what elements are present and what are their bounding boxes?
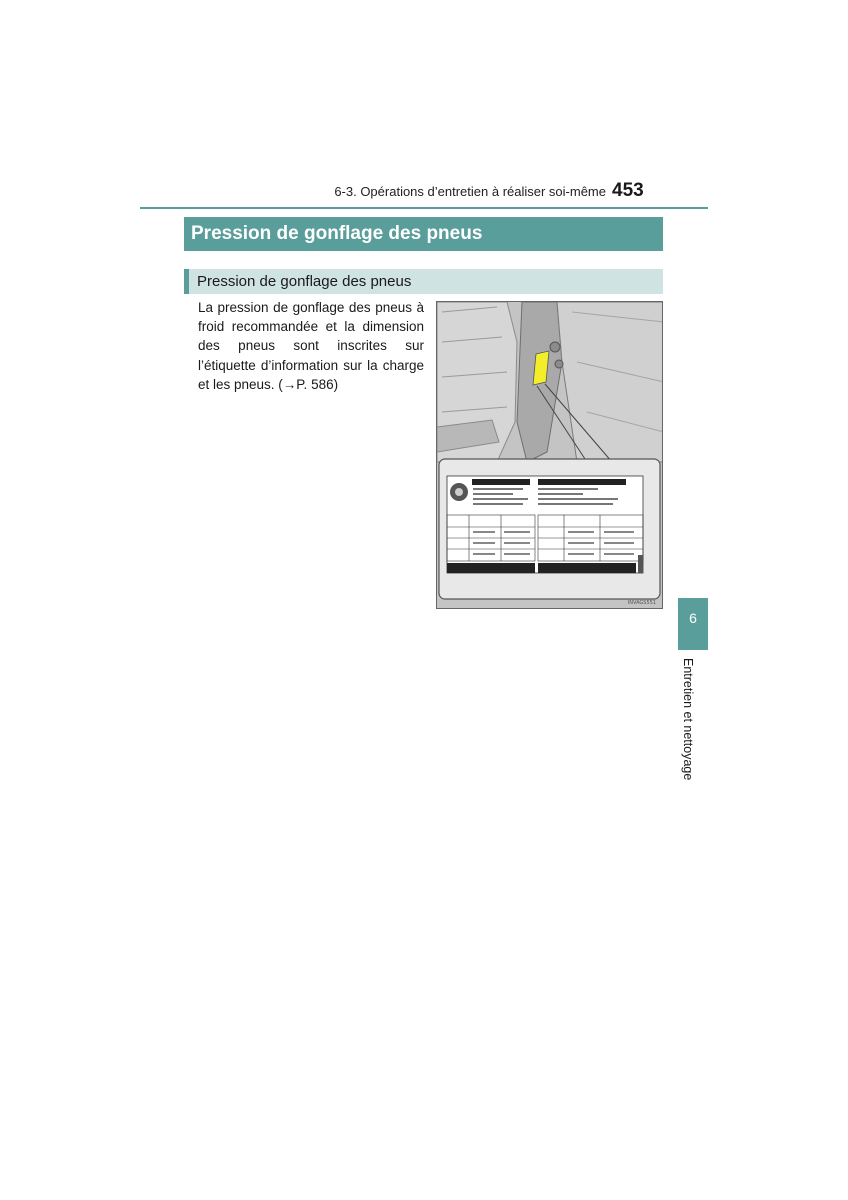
page-number: 453 bbox=[612, 180, 644, 201]
chapter-tab-label: Entretien et nettoyage bbox=[681, 658, 695, 781]
header-rule bbox=[140, 207, 708, 209]
highlighted-label-icon bbox=[533, 351, 549, 385]
door-label-figure bbox=[436, 301, 663, 609]
subsection-title: Pression de gonflage des pneus bbox=[184, 269, 663, 294]
chapter-tab-number[interactable]: 6 bbox=[678, 598, 708, 650]
door-pillar-illustration bbox=[437, 302, 663, 609]
body-paragraph: La pression de gonflage des pneus à froid recommandée et la dimension des pneus sont inscrites sur l’étiquette d’information sur la charge et les pneus. (→P. 586) bbox=[198, 300, 424, 392]
section-title: Pression de gonflage des pneus bbox=[184, 217, 663, 251]
running-header-section: 6-3. Opérations d’entretien à réaliser soi-même bbox=[334, 184, 606, 199]
figure-code: INVAGS551 bbox=[627, 600, 656, 606]
subsection-accent bbox=[184, 269, 189, 294]
